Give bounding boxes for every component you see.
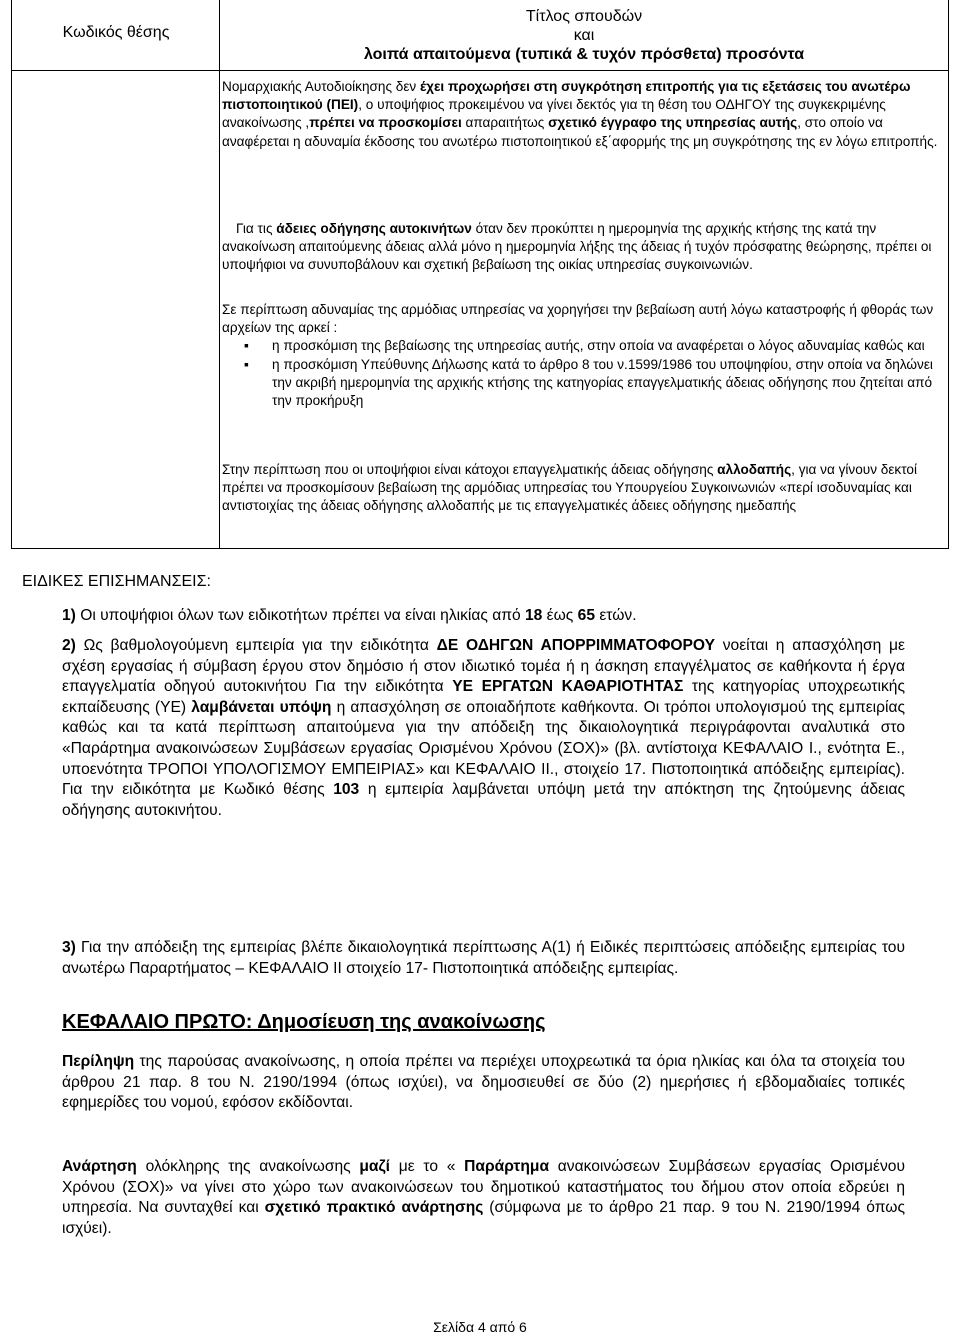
text-run: ανακοινώσεων Συμβάσεων εργασίας Ορισμένου Χρόνου (ΣΟΧ)» να γίνει στο χώρο των ανακοινώσεων του δημοτικού καταστήματος του δήμου στον οποία εδρεύει η υπηρεσία. Να συνταχθεί και bbox=[62, 1158, 905, 1217]
text-run: 65 bbox=[577, 607, 596, 624]
bullet-item: ▪ η προσκόμιση Υπεύθυνης Δήλωσης κατά το άρθρο 8 του ν.1599/1986 του υποψηφίου, στην οποία να δηλώνει την ακριβή ημερομηνία της αρχικής κτήσης της κατηγορίας επαγγελματικής άδειας οδήγησης που ζητείται από την προκήρυξη bbox=[222, 356, 940, 411]
text-run: ολόκληρης της ανακοίνωσης bbox=[136, 1158, 360, 1175]
text-run: με το « bbox=[390, 1158, 465, 1175]
text-run: έως bbox=[542, 607, 578, 624]
chapter-heading bbox=[62, 1011, 546, 1034]
text-run: Οι υποψήφιοι όλων των ειδικοτήτων πρέπει να είναι ηλικίας από bbox=[75, 607, 525, 624]
posting-paragraph bbox=[62, 1157, 905, 1239]
table-header-divider bbox=[12, 70, 948, 71]
text-run: (σύμφωνα με το άρθρο 21 παρ. 9 του Ν. 2190/1994 όπως ισχύει). bbox=[62, 1199, 905, 1237]
text-run: η εμπειρία λαμβάνεται υπόψη μετά την απόκτηση της ζητούμενης άδειας οδήγησης αυτοκινήτου. bbox=[62, 781, 905, 819]
header-line-2: και bbox=[573, 27, 595, 44]
chapter-heading-text: ΚΕΦΑΛΑΙΟ ΠΡΩΤΟ: Δημοσίευση της ανακοίνωσης bbox=[62, 1011, 546, 1033]
text-run: ΥΕ ΕΡΓΑΤΩΝ ΚΑΘΑΡΙΟΤΗΤΑΣ bbox=[452, 678, 684, 696]
text-run: λαμβάνεται υπόψη bbox=[191, 698, 332, 716]
special-notes-title: ΕΙΔΙΚΕΣ ΕΠΙΣΗΜΑΝΣΕΙΣ: bbox=[22, 573, 211, 590]
text-run: , στο οποίο να αναφέρεται η αδυναμία έκδοσης του ανωτέρω πιστοποιητικού εξ΄αφορμής της μη συγκρότησης της εν λόγω επιτροπής. bbox=[222, 115, 938, 149]
text-run: σχετικό πρακτικό ανάρτησης bbox=[264, 1199, 484, 1217]
text-run: Για την απόδειξη της εμπειρίας βλέπε δικαιολογητικά περίπτωσης Α(1) ή Ειδικές περιπτώσεις απόδειξης εμπειρίας του ανωτέρω Παραρτήματος – ΚΕΦΑΛΑΙΟ ΙΙ στοιχείο 17- Πιστοποιητικά απόδειξης εμπειρίας. bbox=[62, 939, 905, 977]
page-number: Σελίδα 4 από 6 bbox=[433, 1319, 527, 1335]
header-line-1: Τίτλος σπουδών bbox=[525, 8, 643, 25]
text-run: Ως βαθμολογούμενη εμπειρία για την ειδικότητα bbox=[75, 637, 437, 654]
summary-paragraph bbox=[62, 1052, 905, 1114]
paragraph-driving-licenses bbox=[222, 220, 940, 275]
bullet-item: ▪ η προσκόμιση της βεβαίωσης της υπηρεσίας αυτής, στην οποία να αναφέρεται ο λόγος αδυναμίας καθώς και bbox=[222, 337, 940, 355]
text-run: 3) bbox=[62, 939, 76, 956]
text-run: Παράρτημα bbox=[464, 1158, 550, 1175]
text-run: η απασχόληση σε οποιαδήποτε καθήκοντα. Οι τρόποι υπολογισμού της εμπειρίας καθώς και τα κατά περίπτωση απαιτούμενα για την απόδειξη της δικαιολογητικά περιγράφονται αναλυτικά στο «Παράρτημα ανακοινώσεων Συμβάσεων εργασίας Ορισμένου Χρόνου (ΣΟΧ)» (βλ. αντίστοιχα ΚΕΦΑΛΑΙΟ Ι., ενότητα Ε., υποενότητα ΤΡΟΠΟΙ ΥΠΟΛΟΓΙΣΜΟΥ ΕΜΠΕΙΡΙΑΣ» και ΚΕΦΑΛΑΙΟ ΙΙ., στοιχείο 17. Πιστοποιητικά απόδειξης εμπειρίας). Για την ειδικότητα με Κωδικό θέσης bbox=[62, 698, 906, 799]
text-run: μαζί bbox=[359, 1158, 391, 1175]
text-run: Περίληψη bbox=[62, 1053, 135, 1070]
header-qualifications bbox=[220, 7, 948, 64]
header-position-code: Κωδικός θέσης bbox=[62, 24, 170, 41]
text-run: Για τις bbox=[236, 221, 277, 236]
note-1 bbox=[62, 606, 905, 627]
text-run: σχετικό έγγραφο της υπηρεσίας αυτής bbox=[548, 115, 798, 131]
text-run: Στην περίπτωση που οι υποψήφιοι είναι κάτοχοι επαγγελματικής άδειας οδήγησης bbox=[222, 462, 718, 477]
text-run: άδειες οδήγησης αυτοκινήτων bbox=[276, 221, 472, 236]
text-run: έχει προχωρήσει στη συγκρότηση επιτροπής για τις εξετάσεις του ανωτέρω πιστοποιητικού (ΠΕΙ) bbox=[222, 79, 911, 113]
text-run: όταν δεν προκύπτει η ημερομηνία της αρχικής κτήσης της κατά την ανακοίνωση απαιτούμενης άδειας αλλά μόνο η ημερομηνία λήξης της άδειας ή τυχόν πρόσφατης θεώρησης, πρέπει οι υποψήφιοι να συνυποβάλουν και σχετική βεβαίωση της οικίας υπηρεσίας συγκοινωνιών. bbox=[222, 221, 932, 273]
paragraph-foreign-license bbox=[222, 461, 940, 516]
text-run: 103 bbox=[333, 781, 360, 799]
text-run: της παρούσας ανακοίνωσης, η οποία πρέπει να περιέχει υποχρεωτικά τα όρια ηλικίας και όλα τα στοιχεία του άρθρου 21 παρ. 8 του Ν. 2190/1994 (όπως ισχύει), να δημοσιευθεί σε δύο (2) ημερήσιες ή εβδομαδιαίες τοπικές εφημερίδες του νομού, εφόσον εκδίδονται. bbox=[62, 1053, 905, 1112]
paragraph-committee bbox=[222, 78, 940, 151]
text-run: 1) bbox=[62, 607, 76, 624]
text-run: ΔΕ ΟΔΗΓΩΝ ΑΠΟΡΡΙΜΜΑΤΟΦΟΡΟΥ bbox=[436, 637, 716, 654]
text-run: της κατηγορίας υποχρεωτικής εκπαίδευσης (ΥΕ) bbox=[62, 678, 905, 716]
text-run: 18 bbox=[524, 607, 543, 624]
note-2 bbox=[62, 636, 905, 821]
note-3 bbox=[62, 938, 905, 979]
text-run: ετών. bbox=[595, 607, 637, 624]
text-run: απαραιτήτως bbox=[461, 115, 549, 131]
text-run: 2) bbox=[62, 637, 76, 654]
text-run: Ανάρτηση bbox=[62, 1158, 137, 1175]
text-run: πρέπει να προσκομίσει bbox=[309, 115, 462, 131]
position-code-column bbox=[12, 0, 220, 548]
header-line-3: λοιπά απαιτούμενα (τυπικά & τυχόν πρόσθετα) προσόντα bbox=[363, 46, 805, 63]
text-run: Νομαρχιακής Αυτοδιοίκησης δεν bbox=[222, 79, 420, 94]
inability-text: Σε περίπτωση αδυναμίας της αρμόδιας υπηρεσίας να χορηγήσει την βεβαίωση αυτή λόγω καταστροφής ή φθοράς των αρχείων της αρκεί : bbox=[222, 302, 934, 336]
paragraph-inability bbox=[222, 301, 940, 410]
text-run: , ο υποψήφιος προκειμένου να γίνει δεκτός για τη θέση του ΟΔΗΓΟΥ της συγκεκριμένης ανακοίνωσης , bbox=[222, 97, 886, 131]
text-run: νοείται η απασχόληση με σχέση εργασίας ή σύμβαση έργου στον δημόσιο ή στον ιδιωτικό τομέα ή η άσκηση επαγγέλματος σε καθήκοντα ή έργα επαγγελματία οδηγού αυτοκινήτου Για την ειδικότητα bbox=[62, 637, 905, 696]
text-run: αλλοδαπής bbox=[717, 462, 792, 477]
text-run: , για να γίνουν δεκτοί πρέπει να προσκομίσουν βεβαίωση της αρμόδιας υπηρεσίας του Υπουργείου Συγκοινωνιών «περί ισοδυναμίας και αντιστοιχίας της άδειας οδήγησης αλλοδαπής με τις επαγγελματικές άδειες οδήγησης ημεδαπής bbox=[222, 462, 917, 514]
